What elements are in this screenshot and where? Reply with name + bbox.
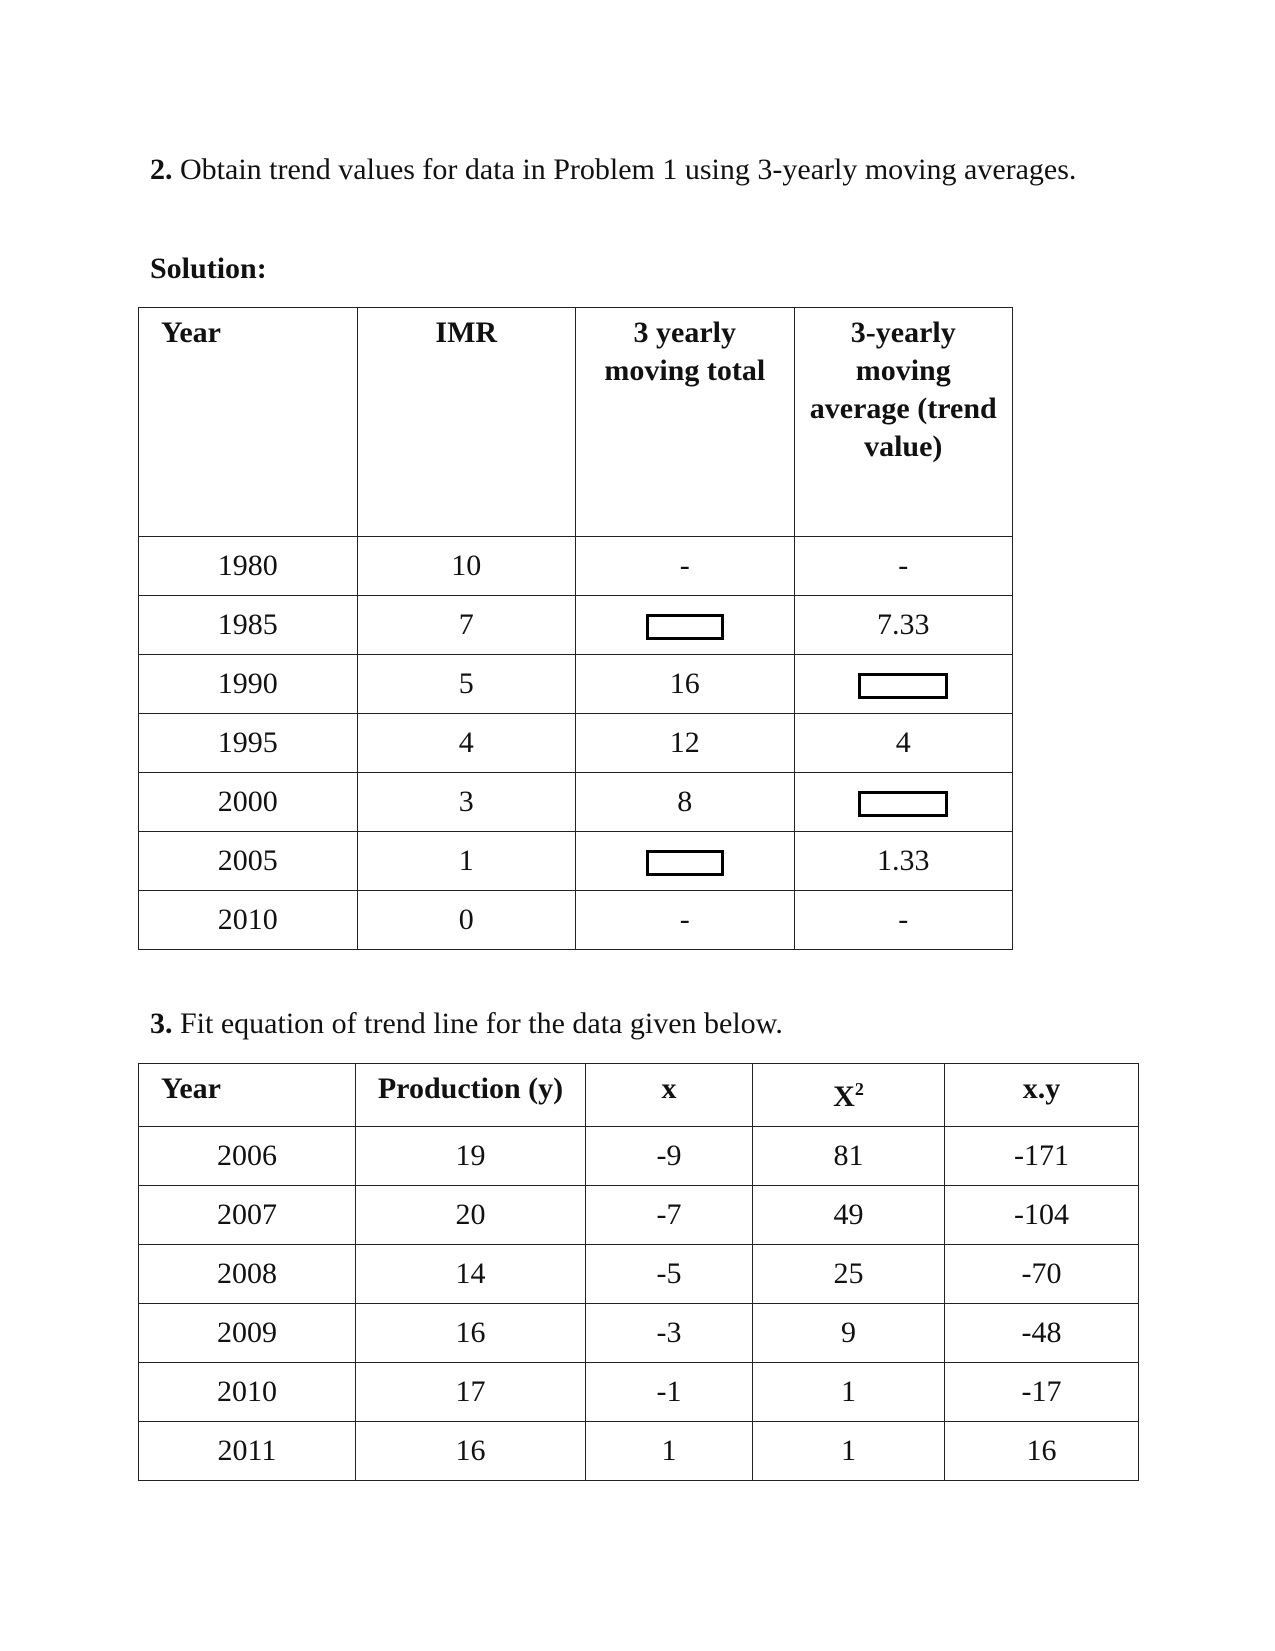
- x-cell: 1: [586, 1422, 753, 1481]
- production-cell: 14: [356, 1245, 586, 1304]
- moving-total-cell: 16: [576, 655, 795, 714]
- table-row: [139, 1186, 1139, 1245]
- table-row: [139, 1127, 1139, 1186]
- header-x-squared: [753, 1064, 945, 1127]
- header-x-squared-base: X: [833, 1080, 855, 1113]
- x-squared-cell: 49: [753, 1186, 945, 1245]
- xy-cell: 16: [945, 1422, 1139, 1481]
- moving-average-cell: [794, 655, 1013, 714]
- x-squared-cell: 81: [753, 1127, 945, 1186]
- moving-total-cell: 12: [576, 714, 795, 773]
- moving-average-cell: 4: [794, 714, 1013, 773]
- solution-label: Solution:: [150, 252, 267, 285]
- year-cell: 1980: [139, 537, 358, 596]
- x-squared-cell: 1: [753, 1422, 945, 1481]
- x-squared-cell: 1: [753, 1363, 945, 1422]
- x-squared-cell: 25: [753, 1245, 945, 1304]
- moving-average-table: [138, 307, 1013, 950]
- table-row: [139, 832, 1013, 891]
- year-cell: 2000: [139, 773, 358, 832]
- moving-total-cell: -: [576, 537, 795, 596]
- year-cell: 2010: [139, 1363, 356, 1422]
- table-row: [139, 891, 1013, 950]
- header-production: Production (y): [356, 1064, 586, 1127]
- imr-cell: 0: [357, 891, 576, 950]
- imr-cell: 10: [357, 537, 576, 596]
- header-xy: x.y: [945, 1064, 1139, 1127]
- header-moving-average: 3-yearly moving average (trend value): [794, 308, 1013, 537]
- year-cell: 1995: [139, 714, 358, 773]
- table-row: [139, 773, 1013, 832]
- x-cell: -3: [586, 1304, 753, 1363]
- answer-blank-box[interactable]: [646, 614, 724, 640]
- moving-total-cell: [576, 596, 795, 655]
- answer-blank-box[interactable]: [858, 791, 948, 817]
- imr-cell: 4: [357, 714, 576, 773]
- table-row: [139, 1363, 1139, 1422]
- xy-cell: -17: [945, 1363, 1139, 1422]
- year-cell: 1985: [139, 596, 358, 655]
- x-cell: -1: [586, 1363, 753, 1422]
- imr-cell: 7: [357, 596, 576, 655]
- table-header-row: [139, 1064, 1139, 1127]
- x-squared-cell: 9: [753, 1304, 945, 1363]
- header-moving-total: 3 yearly moving total: [576, 308, 795, 537]
- x-cell: -9: [586, 1127, 753, 1186]
- table-row: [139, 537, 1013, 596]
- year-cell: 2008: [139, 1245, 356, 1304]
- table-row: [139, 1422, 1139, 1481]
- production-cell: 20: [356, 1186, 586, 1245]
- header-x-squared-exponent: 2: [854, 1079, 864, 1099]
- problem-2-statement: [150, 149, 1110, 190]
- moving-average-cell: 1.33: [794, 832, 1013, 891]
- year-cell: 2010: [139, 891, 358, 950]
- moving-average-cell: 7.33: [794, 596, 1013, 655]
- xy-cell: -70: [945, 1245, 1139, 1304]
- production-cell: 19: [356, 1127, 586, 1186]
- moving-average-cell: [794, 773, 1013, 832]
- x-cell: -5: [586, 1245, 753, 1304]
- trend-line-table: [138, 1063, 1139, 1481]
- moving-average-cell: -: [794, 537, 1013, 596]
- moving-total-cell: 8: [576, 773, 795, 832]
- problem-3-statement: [150, 1003, 1150, 1044]
- x-cell: -7: [586, 1186, 753, 1245]
- problem-2-number: 2.: [150, 153, 173, 186]
- header-x: x: [586, 1064, 753, 1127]
- table-header-row: [139, 308, 1013, 537]
- moving-total-cell: [576, 832, 795, 891]
- header-imr: IMR: [357, 308, 576, 537]
- problem-3-number: 3.: [150, 1007, 173, 1040]
- answer-blank-box[interactable]: [646, 850, 724, 876]
- year-cell: 1990: [139, 655, 358, 714]
- table-row: [139, 714, 1013, 773]
- moving-total-cell: -: [576, 891, 795, 950]
- year-cell: 2007: [139, 1186, 356, 1245]
- year-cell: 2006: [139, 1127, 356, 1186]
- header-year: Year: [139, 1064, 356, 1127]
- imr-cell: 3: [357, 773, 576, 832]
- table-row: [139, 1245, 1139, 1304]
- problem-2-text: Obtain trend values for data in Problem 1 using 3-yearly moving averages.: [180, 153, 1077, 186]
- imr-cell: 5: [357, 655, 576, 714]
- table-row: [139, 655, 1013, 714]
- production-cell: 16: [356, 1422, 586, 1481]
- xy-cell: -171: [945, 1127, 1139, 1186]
- year-cell: 2005: [139, 832, 358, 891]
- production-cell: 17: [356, 1363, 586, 1422]
- year-cell: 2009: [139, 1304, 356, 1363]
- problem-3-text: Fit equation of trend line for the data given below.: [180, 1007, 783, 1040]
- year-cell: 2011: [139, 1422, 356, 1481]
- moving-average-cell: -: [794, 891, 1013, 950]
- imr-cell: 1: [357, 832, 576, 891]
- header-year: Year: [139, 308, 358, 537]
- xy-cell: -104: [945, 1186, 1139, 1245]
- production-cell: 16: [356, 1304, 586, 1363]
- table-row: [139, 1304, 1139, 1363]
- table-row: [139, 596, 1013, 655]
- answer-blank-box[interactable]: [858, 673, 948, 699]
- xy-cell: -48: [945, 1304, 1139, 1363]
